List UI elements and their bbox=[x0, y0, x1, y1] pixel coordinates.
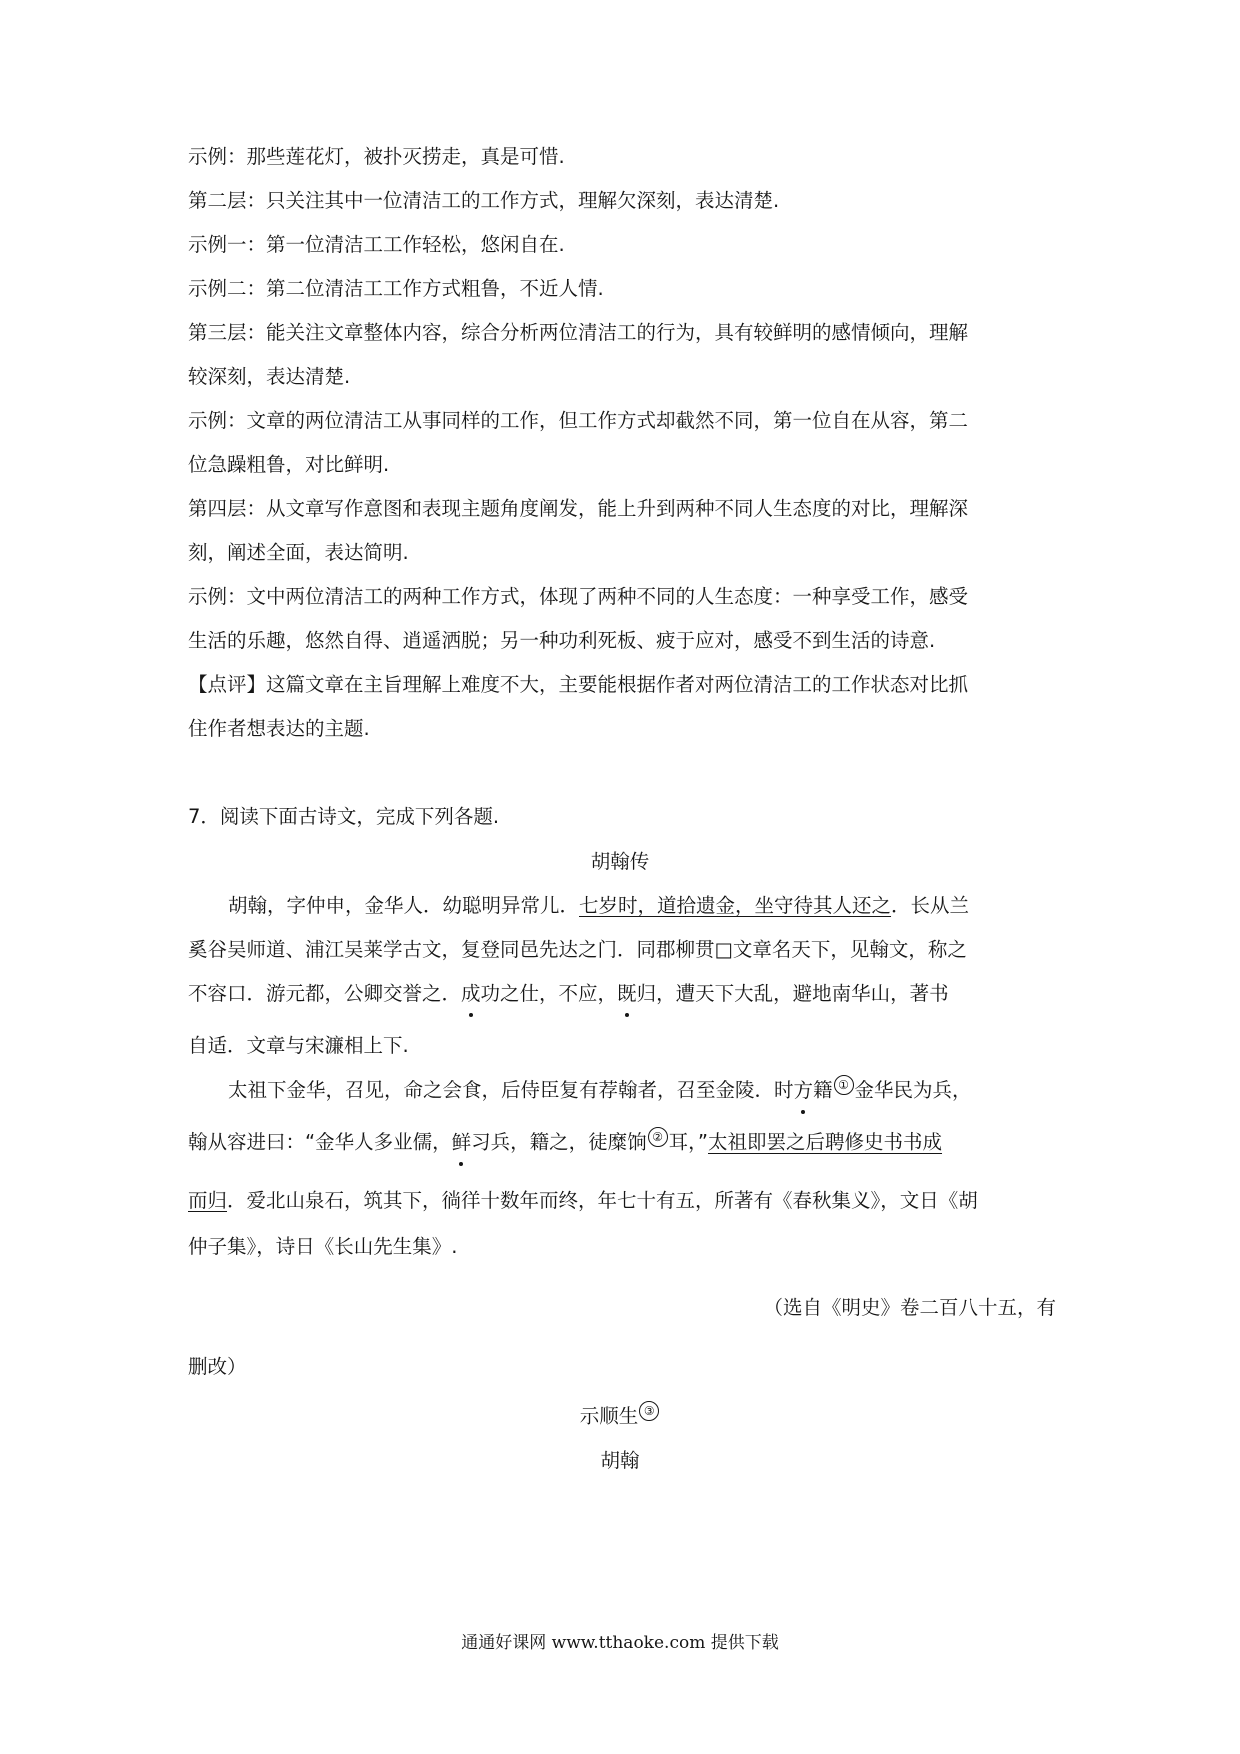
text-run: 习兵，籍之，徒糜饷 bbox=[471, 1130, 647, 1154]
dotted-character: 鲜 bbox=[452, 1129, 472, 1157]
question-heading: 7．阅读下面古诗文，完成下列各题. bbox=[188, 805, 500, 828]
text-run: 示顺生 bbox=[579, 1404, 639, 1428]
comment-line: 【点评】这篇文章在主旨理解上难度不大，主要能根据作者对两位清洁工的工作状态对比抓 bbox=[188, 673, 969, 696]
dotted-character: 成 bbox=[461, 980, 481, 1008]
text-run: 耳，” bbox=[668, 1130, 708, 1154]
underlined-sentence: 而归 bbox=[188, 1189, 228, 1212]
text-run: 不容口．游元都，公卿交誉之． bbox=[188, 982, 462, 1005]
dotted-character: 既 bbox=[617, 980, 637, 1008]
dotted-character: 方 bbox=[794, 1077, 814, 1105]
text-run: 太祖下金华，召见，命之会食，后侍臣复有荐翰者，召至金陵．时 bbox=[228, 1078, 794, 1102]
passage-line: 奚谷吴师道、浦江吴莱学古文，复登同邑先达之门．同郡柳贯□文章名天下，见翰文，称之 bbox=[188, 938, 967, 961]
source-citation: （选自《明史》卷二百八十五，有 bbox=[763, 1296, 1056, 1319]
text-line: 示例：文中两位清洁工的两种工作方式，体现了两种不同的人生态度：一种享受工作，感受 bbox=[188, 585, 969, 608]
passage-line bbox=[188, 980, 949, 1008]
underlined-sentence: 七岁时，道拾遗金，坐守待其人还之 bbox=[579, 894, 892, 917]
passage-line bbox=[188, 1187, 978, 1215]
passage-line bbox=[228, 1075, 972, 1105]
comment-line: 住作者想表达的主题. bbox=[188, 717, 370, 740]
passage-title: 胡翰传 bbox=[590, 850, 650, 873]
footnote-marker: ③ bbox=[639, 1401, 659, 1421]
text-line: 第三层：能关注文章整体内容，综合分析两位清洁工的行为，具有较鲜明的感情倾向，理解 bbox=[188, 321, 969, 344]
text-run: 翰从容进曰：“金华人多业儒， bbox=[188, 1130, 452, 1154]
text-line: 生活的乐趣，悠然自得、逍遥洒脱；另一种功利死板、疲于应对，感受不到生活的诗意. bbox=[188, 629, 936, 652]
poem-title bbox=[0, 1401, 1240, 1431]
passage-line: 自适．文章与宋濂相上下. bbox=[188, 1034, 409, 1057]
footer-text: 通通好课网 www.tthaoke.com 提供下载 bbox=[461, 1633, 779, 1653]
source-citation: 删改） bbox=[188, 1355, 247, 1378]
poem-author: 胡翰 bbox=[600, 1449, 640, 1472]
text-line: 位急躁粗鲁，对比鲜明. bbox=[188, 453, 390, 476]
text-run: 金华民为兵， bbox=[854, 1078, 972, 1102]
text-line: 较深刻，表达清楚. bbox=[188, 365, 351, 388]
text-run: 籍 bbox=[813, 1078, 833, 1102]
text-line: 示例：那些莲花灯，被扑灭捞走，真是可惜. bbox=[188, 145, 565, 168]
text-line: 第四层：从文章写作意图和表现主题角度阐发，能上升到两种不同人生态度的对比，理解深 bbox=[188, 497, 969, 520]
text-line: 示例：文章的两位清洁工从事同样的工作，但工作方式却截然不同，第一位自在从容，第二 bbox=[188, 409, 969, 432]
text-run: ．爱北山泉石，筑其下，徜徉十数年而终，年七十有五，所著有《春秋集义》，文日《胡 bbox=[227, 1189, 978, 1212]
footnote-marker: ② bbox=[648, 1127, 668, 1147]
text-run: 归，遭天下大乱，避地南华山，著书 bbox=[636, 982, 949, 1005]
text-run: ．长从兰 bbox=[891, 894, 970, 917]
text-run: 功之仕，不应， bbox=[480, 982, 618, 1005]
text-run: 胡翰，字仲申，金华人．幼聪明异常儿． bbox=[228, 894, 580, 917]
text-line: 刻，阐述全面，表达简明. bbox=[188, 541, 409, 564]
text-line: 示例一：第一位清洁工工作轻松，悠闲自在. bbox=[188, 233, 565, 256]
underlined-sentence: 太祖即罢之后聘修史书书成 bbox=[708, 1130, 943, 1154]
passage-line: 仲子集》，诗日《长山先生集》. bbox=[188, 1235, 458, 1258]
passage-line bbox=[188, 1127, 942, 1157]
footnote-marker: ① bbox=[834, 1075, 854, 1095]
passage-line bbox=[228, 892, 969, 920]
text-line: 第二层：只关注其中一位清洁工的工作方式，理解欠深刻，表达清楚. bbox=[188, 189, 780, 212]
text-line: 示例二：第二位清洁工工作方式粗鲁，不近人情. bbox=[188, 277, 604, 300]
